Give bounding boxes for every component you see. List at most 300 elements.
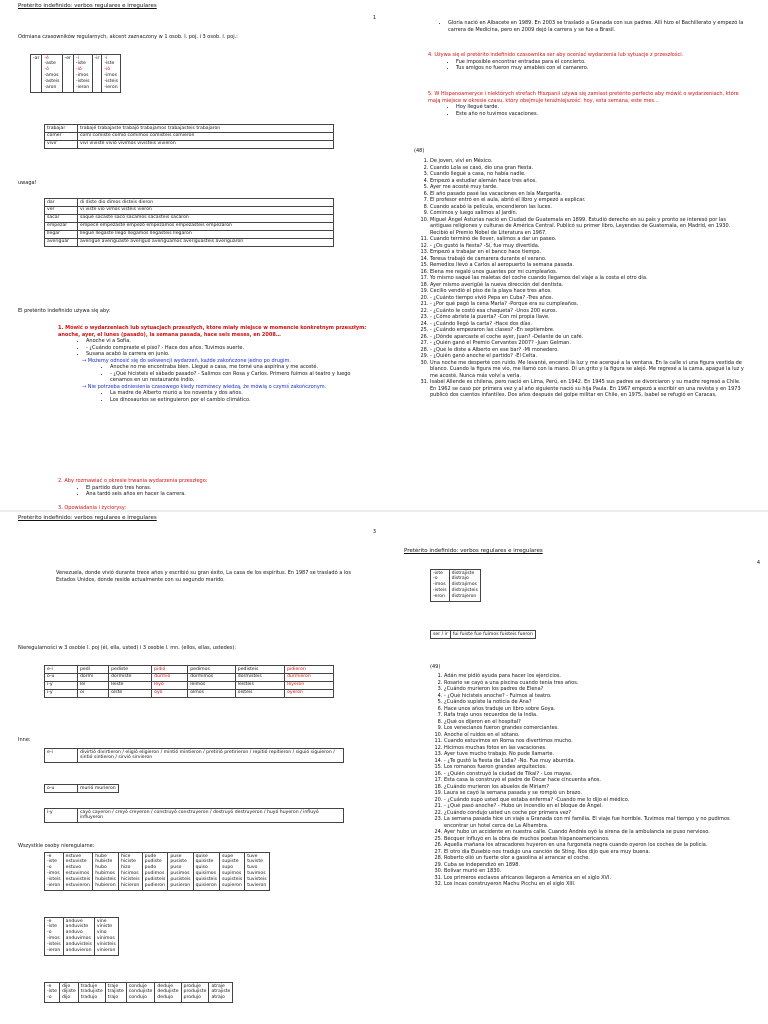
verb-form: hube xyxy=(95,853,107,859)
ending: -iste xyxy=(47,989,57,995)
verb-forms: llegué llegaste llegó llegamos llegasteis llegaron xyxy=(78,230,334,238)
irregular-verb-column xyxy=(105,983,126,1003)
stem-form: oí xyxy=(78,689,109,697)
verb-form: puse xyxy=(170,853,182,859)
verb-form: anduviste xyxy=(65,924,89,930)
inne-ei-table: e-i divirtió divirtieron / eligió eligieron / mintió mintieron / pretirió pretirieron / repitió repitieron / siguió siguieron / sintió sintieron / sirvió sirvieron xyxy=(44,748,344,763)
exercise-48-item: 26. - ¿Dónde aparcaste el coche ayer, Juan? -Delante de un café. xyxy=(430,334,744,341)
stem-form: pidió xyxy=(152,666,188,674)
verb-forms: averigüé averiguaste averiguó averiguamos averiguasteis averiguaron xyxy=(78,238,334,246)
exercise-49-item: 12. Hicimos muchas fotos en las vacaciones. xyxy=(444,745,748,752)
exercise-48-list xyxy=(416,158,744,399)
conj-ending: -isteis xyxy=(104,79,118,85)
conj-ending: -amos xyxy=(44,73,59,79)
conj-ending: -é xyxy=(44,55,49,61)
exercise-49-list xyxy=(430,673,748,888)
verb-form: distrajo xyxy=(451,576,469,582)
exercise-48-item: 31. Isabel Allende es chilena, pero nació en Lima, Perú, en 1942. En 1945 sus padres se divorciaron y su madre regresó a Chile. En 1962 se casó por primera vez y al año siguiente nació su hija Paula. En 1967 empezó a escribir en una revista y en 1973 publicó dos cuentos infantiles. Dos años después del golpe militar en Chile, en 1975, Isabel se refugió en Caracas, xyxy=(430,379,744,399)
exercise-49-item: 8. ¿Qué os dijeron en el hospital? xyxy=(444,719,748,726)
ending: -e xyxy=(47,983,52,989)
verb-form: tuvimos xyxy=(247,871,266,877)
rule-1-text: 1. Mówić o wydarzeniach lub sytuacjach przeszłych, które miały miejsce w momencie konkretnym przeszłym: anoche, ayer, el lunes (pasado), la semana pasada, hace seis meses, en 2008… xyxy=(58,325,367,338)
exercise-48-item: 2. Cuando Lola se casó, dio una gran fiesta. xyxy=(430,165,744,172)
verb-form: anduvimos xyxy=(65,936,91,942)
verb-form: vine xyxy=(96,918,107,924)
verb-form: dijiste xyxy=(61,989,76,995)
verb-forms: viví viviste vivió vivimos vivisteis vivieron xyxy=(78,140,334,148)
verb-infinitive: llegar xyxy=(45,230,78,238)
exercise-49-item: 19. Laura se cayó la semana pasada y se rompió un brazo. xyxy=(444,790,748,797)
verb-form: hizo xyxy=(120,865,131,871)
ser-ir-table: ser / ir fui fuiste fue fuimos fuisteis fueron xyxy=(430,630,536,639)
exercise-49-item: 28. Roberto olió un fuerte olor a gasolina al arrancar el coche. xyxy=(444,855,748,862)
exercise-49-item: 26. Aquella mañana los atracadores huyeron en una furgoneta negra cuando oyeron los coches de la policía. xyxy=(444,842,748,849)
irregular-verb-column xyxy=(181,983,209,1003)
verb-form: estuviste xyxy=(65,859,87,865)
verb-form: anduve xyxy=(65,918,83,924)
ending: -e xyxy=(47,853,52,859)
verb-form: quise xyxy=(195,853,208,859)
conj-ending: -ieron xyxy=(75,85,90,91)
exercise-49-item: 5. ¿Cuándo supiste la noticia de Ana? xyxy=(444,699,748,706)
verb-form: quisimos xyxy=(195,871,217,877)
stem-form: leíste xyxy=(109,681,152,689)
verb-form: atrajiste xyxy=(211,989,231,995)
verb-form: dijo xyxy=(61,995,71,1001)
stem-form: dormiste xyxy=(109,673,152,681)
irregular-verb-column xyxy=(63,853,93,891)
verb-form: estuvieron xyxy=(65,883,90,889)
conj-endings xyxy=(102,55,121,93)
exercise-48-item: 16. Elena me regaló unos guantes por mi cumpleaños. xyxy=(430,269,744,276)
exercise-48-item: 14. Teresa trabajó de camarera durante el verano. xyxy=(430,256,744,263)
verb-form: dedujiste xyxy=(157,989,179,995)
verb-infinitive: dar xyxy=(45,199,78,207)
verb-form: hicisteis xyxy=(120,877,140,883)
rule-2 xyxy=(58,478,374,498)
all-persons-label: Wszystkie osoby nieregularne: xyxy=(18,843,95,849)
conj-infinitive: -ir xyxy=(92,55,102,93)
verb-form: anduvieron xyxy=(65,948,92,954)
verb-form: supimos xyxy=(222,871,242,877)
conj-ending: -aron xyxy=(44,85,57,91)
verb-form: hice xyxy=(120,853,131,859)
stem-form: dormisteis xyxy=(235,673,284,681)
ending: -isteis xyxy=(433,588,447,594)
verb-infinitive: vivir xyxy=(45,140,78,148)
stem-change-label: i-y xyxy=(45,681,78,689)
conj-endings xyxy=(73,55,92,93)
conj-ending: -imos xyxy=(75,73,89,79)
verb-form: quisisteis xyxy=(195,877,218,883)
verb-form: tuve xyxy=(247,853,258,859)
ending: -ieron xyxy=(47,883,61,889)
stem-row xyxy=(45,681,334,689)
irregular-verb-column xyxy=(155,983,181,1003)
verb-form: quisieron xyxy=(195,883,217,889)
regular-endings-table xyxy=(30,54,121,93)
rule-1-example: • - ¿Cuándo compraste el piso? - Hace dos años. Tuvimos suerte. xyxy=(86,345,374,352)
verb-forms: trabajé trabajaste trabajó trabajamos trabajasteis trabajaron xyxy=(78,125,334,133)
verb-form: vinieron xyxy=(96,948,116,954)
verb-form: distrajimos xyxy=(451,582,477,588)
verb-form: hubisteis xyxy=(95,877,116,883)
irregular-verb-column xyxy=(78,983,105,1003)
conj-ending: -imos xyxy=(104,73,117,79)
verb-infinitive: averiguar xyxy=(45,238,78,246)
exercise-49-item: 14. - ¿Te gustó la fiesta de Lidia? -No. Fue muy aburrida. xyxy=(444,758,748,765)
ending: -o xyxy=(47,930,52,936)
verb-form: tradujo xyxy=(80,995,98,1001)
exercise-49-item: 9. Los venecianos fueron grandes comerciantes. xyxy=(444,725,748,732)
exercise-48-item: 30. Una noche me desperté con ruido. Me levanté, encendí la luz y me acerqué a la ventana. En la calle vi una figura vestida de blanco. Cuando la figura me vio, me llamó con la mano. Di un grito y la figura se alejó. Me regresé a la cama, apagué la luz y me acosté. Nunca más volví a verla. xyxy=(430,360,744,380)
verb-form: produjiste xyxy=(183,989,207,995)
verb-form: trajiste xyxy=(107,989,124,995)
verb-form: produjo xyxy=(183,995,201,1001)
rule-5-example: • Hoy llegué tarde. xyxy=(456,104,748,111)
verb-form: dedujo xyxy=(157,995,174,1001)
conj-infinitive: -er xyxy=(62,55,73,93)
conj-ending: -ó xyxy=(44,67,49,73)
verb-form: pusieron xyxy=(170,883,191,889)
stem-change-table xyxy=(44,665,334,698)
conj-ending: -ió xyxy=(104,67,111,73)
exercise-48-item: 7. El profesor entró en el aula, abrió el libro y empezó a explicar. xyxy=(430,197,744,204)
verb-form: dije xyxy=(61,983,71,989)
rule-1-sub-2-example: • La madre de Alberto murió a los noventa y dos años. xyxy=(110,390,374,397)
stem-form: pedisteis xyxy=(235,666,284,674)
ending: -imos xyxy=(47,936,60,942)
stem-form: pedí xyxy=(78,666,109,674)
stem-form: leísteis xyxy=(235,681,284,689)
rule-4-example: • Tus amigos no fueron muy amables con el camarero. xyxy=(456,65,748,72)
irregular-row xyxy=(45,238,334,246)
rule-3-text: 3. Opowiadania i życiorysy: xyxy=(58,505,127,510)
verb-form: supe xyxy=(222,853,234,859)
verb-row xyxy=(45,125,334,133)
stem-form: oímos xyxy=(188,689,236,697)
exercise-49-item: 20. - ¿Cuándo supo usted que estaba enferma? -Cuando me lo dijo el médico. xyxy=(444,797,748,804)
verb-form: pude xyxy=(144,853,157,859)
exercise-49-item: 32. Los incas construyeron Machu Picchu en el siglo XIII. xyxy=(444,881,748,888)
irregular-row xyxy=(45,206,334,214)
verb-form: deduje xyxy=(157,983,174,989)
ending: -ieron xyxy=(47,948,61,954)
verb-form: supiste xyxy=(222,859,239,865)
ending: -iste xyxy=(433,570,443,576)
verb-form: trajo xyxy=(107,995,119,1001)
verb-form: tuvisteis xyxy=(247,877,267,883)
page-2 xyxy=(384,0,768,510)
verb-form: conduje xyxy=(128,983,147,989)
stem-row xyxy=(45,666,334,674)
stem-row xyxy=(45,689,334,697)
exercise-48-item: 27. - ¿Quién ganó el Premio Cervantes 2007? -Juan Gelman. xyxy=(430,340,744,347)
verb-row xyxy=(45,140,334,148)
ending: -isteis xyxy=(47,877,61,883)
stem-form: durmieron xyxy=(285,673,334,681)
exercise-49-item: 24. Ayer hubo un accidente en nuestra calle. Cuando Andrés oyó la sirena de la ambulancia se puso nervioso. xyxy=(444,829,748,836)
verb-form: puso xyxy=(170,865,182,871)
rule-1 xyxy=(58,325,374,403)
ending: -imos xyxy=(433,582,446,588)
rule-1-example: • Susana acabó la carrera en junio. xyxy=(86,351,374,358)
rule-5-example: • Este año no tuvimos vacaciones. xyxy=(456,111,748,118)
rule-2-example: • El partido duró tres horas. xyxy=(86,485,374,492)
verb-row xyxy=(45,132,334,140)
verb-form: atraje xyxy=(211,983,225,989)
stem-form: leímos xyxy=(188,681,236,689)
distraer-table xyxy=(430,569,481,602)
exercise-48-item: 6. El año pasado pasé las vacaciones en Isla Margarita. xyxy=(430,191,744,198)
usage-intro: El pretérito indefinido używa się aby: xyxy=(18,308,111,314)
page-header: Pretérito indefinido: verbos regulares e irregulares xyxy=(18,3,157,9)
verb-form: tuvo xyxy=(247,865,258,871)
exercise-49-item: 23. La semana pasada hice un viaje a Granada con mi familia. El viaje fue horrible. Tuvimos mal tiempo y no pudimos encontrar un hotel cerca de La Alhambra. xyxy=(444,816,748,829)
irregular-verb-column xyxy=(94,918,118,956)
ending: -iste xyxy=(47,859,57,865)
irregular-verb-column xyxy=(126,983,155,1003)
irregular-verb-column xyxy=(93,853,119,891)
exercise-48-item: 17. Yo mismo saqué las maletas del coche cuando llegamos del viaje a la costa el otro día. xyxy=(430,275,744,282)
verb-form: vino xyxy=(96,930,107,936)
stem-form: oíste xyxy=(109,689,152,697)
rule-1-sub-1-example: • - ¿Qué hicisteis el sábado pasado? - Salimos con Rosa y Carlos. Primero fuimos al teatro y luego cenamos en un restaurante indio. xyxy=(110,371,374,384)
exercise-48-item: 21. - ¿Por qué pagó la cena María? -Porque era su cumpleaños. xyxy=(430,301,744,308)
exercise-49-item: 4. - ¿Qué hicisteis anoche? - Fuimos al teatro. xyxy=(444,693,748,700)
verb-form: traje xyxy=(107,983,119,989)
verb-form: pusimos xyxy=(170,871,190,877)
verb-form: pudimos xyxy=(144,871,165,877)
stem-form: oyeron xyxy=(285,689,334,697)
rule-4: 4. Używa się el pretérito indefinido czasownika ser aby oceniać wydarzenia lub sytuacje z przeszłości. • Fue imposible encontrar entradas para el concierto. • Tus amigos no fueron muy amables con el camarero. xyxy=(428,52,748,72)
dije-group-table xyxy=(44,982,233,1003)
verb-form: condujiste xyxy=(128,989,153,995)
verb-form: pudieron xyxy=(144,883,166,889)
verb-infinitive: comer xyxy=(45,132,78,140)
exercise-49-item: 18. ¿Cuándo murieron los abuelos de Miriam? xyxy=(444,784,748,791)
conj-ending: -í xyxy=(75,55,79,61)
exercise-49-item: 3. ¿Cuándo murieron los padres de Elena? xyxy=(444,686,748,693)
stem-form: leí xyxy=(78,681,109,689)
verb-form: pusisteis xyxy=(170,877,191,883)
verb-form: estuvisteis xyxy=(65,877,91,883)
irregular-verb-column xyxy=(59,983,78,1003)
exercise-49-item: 10. Anoche oí ruidos en el sótano. xyxy=(444,732,748,739)
exercise-49-item: 21. - ¿Qué pasó anoche? - Hubo un incendio en el bloque de Ángel. xyxy=(444,803,748,810)
verb-form: quiso xyxy=(195,865,208,871)
verb-form: pusiste xyxy=(170,859,187,865)
verb-form: supo xyxy=(222,865,234,871)
stem-form: leyó xyxy=(152,681,188,689)
verb-form: condujo xyxy=(128,995,147,1001)
exercise-49-number: (49) xyxy=(430,664,441,670)
exercise-49-item: 25. Bécquer influyó en la obra de muchos poetas hispanoamericanos. xyxy=(444,836,748,843)
irregular-verb-column xyxy=(220,853,245,891)
exercise-48-item: 9. Comimos y luego salimos al jardín. xyxy=(430,210,744,217)
exercise-49-item: 30. Bolívar murió en 1830. xyxy=(444,868,748,875)
stem-form: leyeron xyxy=(285,681,334,689)
page-header: Pretérito indefinido: verbos regulares e irregulares xyxy=(404,548,543,554)
stem-form: dormí xyxy=(78,673,109,681)
verb-form: supisteis xyxy=(222,877,243,883)
exercise-48-item: 29. - ¿Quién ganó anoche el partido? -El Celta. xyxy=(430,353,744,360)
inne-label: Inne: xyxy=(18,737,31,743)
ending: -imos xyxy=(47,871,60,877)
verb-form: hiciste xyxy=(120,859,136,865)
irregular-verb-column xyxy=(168,853,193,891)
exercise-49-item: 2. Rosario se cayó a una piscina cuando tenía tres años. xyxy=(444,680,748,687)
exercise-49-item: 31. Los primeros esclavos africanos llegaron a América en el siglo XVI. xyxy=(444,875,748,882)
exercise-48-item: 20. - ¿Cuánto tiempo vivió Pepa en Cuba? -Tres años. xyxy=(430,295,744,302)
stem-form: oísteis xyxy=(235,689,284,697)
exercise-48-item: 23. - ¿Cómo abriste la puerta? -Con mi propia llave. xyxy=(430,314,744,321)
uwaga-label: uwaga! xyxy=(18,180,37,186)
irregular-spelling-table xyxy=(44,198,334,247)
stem-change-label: e-i xyxy=(45,666,78,674)
irregular-row xyxy=(45,214,334,222)
exercise-49-item: 1. Adán me pidió ayuda para hacer los ejercicios. xyxy=(444,673,748,680)
verb-form: estuvimos xyxy=(65,871,90,877)
irregular-row xyxy=(45,199,334,207)
verb-forms: comí comiste comió comimos comisteis comieron xyxy=(78,132,334,140)
rule-1-example: • Anoche vi a Sofía. xyxy=(86,338,374,345)
conj-ending: -í xyxy=(104,55,108,61)
exercise-49-item: 11. Cuando estuvimos en Roma nos divertimos mucho. xyxy=(444,738,748,745)
stem-change-label: o-u xyxy=(45,673,78,681)
verb-form: tuviste xyxy=(247,859,263,865)
rule-2-example: • Ana tardó seis años en hacer la carrera. xyxy=(86,491,374,498)
stem-form: dormimos xyxy=(188,673,236,681)
ending: -o xyxy=(47,995,52,1001)
intro-text: Odmiana czasowników regularnych, akcent zaznaczony w 1 osob. l. poj. i 3 osob. l. poj.: xyxy=(18,34,238,40)
conj-ending: -asteis xyxy=(44,79,60,85)
verb-form: supieron xyxy=(222,883,242,889)
exercise-48-item: 13. Empezó a trabajar en el banco hace tiempo. xyxy=(430,249,744,256)
conj-ending: -iste xyxy=(104,61,115,67)
exercise-48-item: 11. Cuando terminó de llover, salimos a dar un paseo. xyxy=(430,236,744,243)
conj-ending: -iste xyxy=(75,61,86,67)
verb-form: distrajiste xyxy=(451,570,475,576)
exercise-49-item: 15. Los romanos fueron grandes arquitectos. xyxy=(444,764,748,771)
irregular-intro: Nieregularności w 3 osobie l. poj (él, ella, usted) i 3 osobie l. mn. (ellos, ellas, ustedes): xyxy=(18,645,237,651)
exercise-49-item: 17. Esta casa la construyó el padre de Óscar hace cincuenta años. xyxy=(444,777,748,784)
stem-form: durmió xyxy=(152,673,188,681)
verb-form: distrajeron xyxy=(451,594,477,600)
verb-form: vinimos xyxy=(96,936,115,942)
endings-column xyxy=(45,983,60,1003)
endings-column xyxy=(45,853,64,891)
verb-form: traduje xyxy=(80,983,98,989)
inne-ou-table: o-u murió murieron xyxy=(44,784,119,793)
exercise-48-item: 12. - ¿Os gustó la fiesta? -Sí, fue muy divertida. xyxy=(430,243,744,250)
verb-form: atrajo xyxy=(211,995,225,1001)
verb-form: hubo xyxy=(95,865,107,871)
ending: -iste xyxy=(47,924,57,930)
ending: -e xyxy=(47,918,52,924)
anduve-vine-table xyxy=(44,917,119,956)
conj-ending: -ieron xyxy=(104,85,118,91)
verb-form: viniste xyxy=(96,924,113,930)
ending: -o xyxy=(47,865,52,871)
verb-form: pudiste xyxy=(144,859,162,865)
exercise-49-item: 13. Ayer tuve mucho trabajo. No pude llamarte. xyxy=(444,751,748,758)
exercise-48-item: 28. - ¿Qué le diste a Alberto en ese bar? -Mi monedero. xyxy=(430,347,744,354)
stem-form: oyó xyxy=(152,689,188,697)
verb-forms: di diste dio dimos disteis dieron xyxy=(78,199,334,207)
exercise-48-item: 8. Cuando acabó la película, encendieron las luces. xyxy=(430,204,744,211)
verb-form: quisiste xyxy=(195,859,214,865)
verb-infinitive: ver xyxy=(45,206,78,214)
rule-1-sub-1-example: • Anoche no me encontraba bien. Llegué a casa, me tomé una aspirina y me acosté. xyxy=(110,364,374,371)
ending: -isteis xyxy=(47,942,61,948)
verb-forms: vi viste vio vimos visteis vieron xyxy=(78,206,334,214)
verb-infinitive: trabajar xyxy=(45,125,78,133)
stem-change-label: i-y xyxy=(45,689,78,697)
verb-infinitive: sacar xyxy=(45,214,78,222)
verb-form: pudo xyxy=(144,865,157,871)
exercise-49-item: 6. Hace unos años traduje un libro sobre Goya. xyxy=(444,706,748,713)
irregular-row xyxy=(45,222,334,230)
conj-infinitive: -ar xyxy=(31,55,42,93)
exercise-48-item: 24. - ¿Cuándo llegó la carta? -Hace dos días. xyxy=(430,321,744,328)
page-number: 4 xyxy=(756,560,760,566)
irregular-row xyxy=(45,230,334,238)
regular-verbs-table xyxy=(44,124,334,149)
exercise-48-item: 1. De joven, viví en México. xyxy=(430,158,744,165)
verb-form: estuvo xyxy=(65,865,82,871)
irregular-verb-column xyxy=(193,853,219,891)
page-number: 1 xyxy=(372,15,376,21)
verb-form: tuvieron xyxy=(247,883,267,889)
conj-ending: -isteis xyxy=(75,79,90,85)
stem-form: pidieron xyxy=(285,666,334,674)
exercise-48-item: 10. Miguel Ángel Asturias nació en Ciudad de Guatemala en 1899. Estudió derecho en su país y pronto se interesó por las antiguas religiones y culturas de América Central. Publicó su primer libro, Leyendas de Guatemala, en Madrid, en 1930. Recibió el Premio Nobel de Literatura en 1967. xyxy=(430,217,744,237)
verb-form: tradujiste xyxy=(80,989,103,995)
exercise-49-item: 27. El otro día Eusebio nos tradujo una canción de Sting. Nos dijo que era muy buena. xyxy=(444,849,748,856)
page-number: 3 xyxy=(372,529,376,535)
exercise-48-item: 3. Cuando llegué a casa, no había nadie. xyxy=(430,171,744,178)
verb-form: vinisteis xyxy=(96,942,116,948)
irregular-verb-column xyxy=(118,853,142,891)
irregular-verb-column xyxy=(142,853,168,891)
verb-infinitive: empezar xyxy=(45,222,78,230)
stem-form: pedimos xyxy=(188,666,236,674)
page-3 xyxy=(0,512,384,1024)
rule-1-sub-2: → Nie potrzeba odniesienia czasowego kiedy rozmówcy wiedzą, że mówią o czymś zakończonym. xyxy=(82,384,374,391)
continuation-text: Venezuela, donde vivió durante trece años y escribió su gran éxito, La casa de los espíritus. En 1987 se trasladó a los Estados Unidos, donde reside actualmente con su segundo marido. xyxy=(56,570,351,583)
verb-form: produje xyxy=(183,983,201,989)
exercise-49-item: 7. Rafa trajo unos recuerdos de la India. xyxy=(444,712,748,719)
exercise-48-item: 18. Ayer mismo averigüé la nueva dirección del dentista. xyxy=(430,282,744,289)
exercise-48-item: 5. Ayer me acosté muy tarde. xyxy=(430,184,744,191)
ending: -eron xyxy=(433,594,445,600)
verb-forms: saqué sacaste sacó sacamos sacasteis sacaron xyxy=(78,214,334,222)
rule-4-example: • Fue imposible encontrar entradas para el concierto. xyxy=(456,59,748,66)
irregular-verb-column xyxy=(63,918,94,956)
exercise-48-item: 15. Remedios llevó a Carlos al aeropuerto la semana pasada. xyxy=(430,262,744,269)
verb-form: hicieron xyxy=(120,883,140,889)
verb-form: hubimos xyxy=(95,871,115,877)
rule-1-sub-1: → Możemy odnosić się do sekwencji wydarzeń, każde zakończone jedno po drugim. xyxy=(82,358,374,365)
stem-form: pediste xyxy=(109,666,152,674)
conj-ending: -aste xyxy=(44,61,56,67)
exercise-48-item: 25. - ¿Cuándo empezaron las clases? -En septiembre. xyxy=(430,327,744,334)
verb-form: anduvo xyxy=(65,930,83,936)
conj-ending: -ió xyxy=(75,67,82,73)
page-4 xyxy=(384,512,768,1024)
verb-form: hicimos xyxy=(120,871,139,877)
